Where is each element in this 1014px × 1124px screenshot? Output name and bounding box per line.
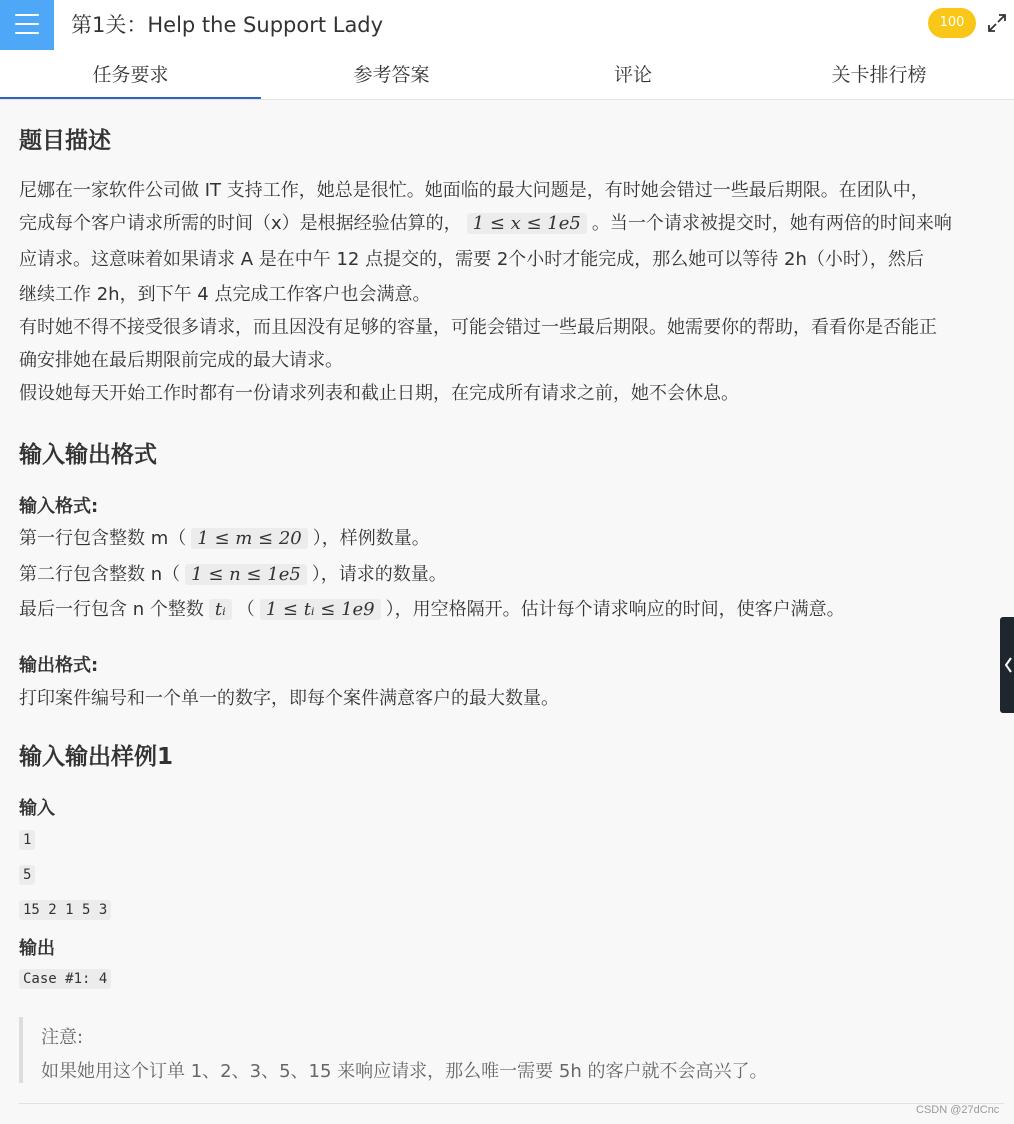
description-line: 有时她不得不接受很多请求，而且因没有足够的容量，可能会错过一些最后期限。她需要你的帮助，看看你是否能正	[19, 317, 937, 338]
math-expression: 1 ≤ tᵢ ≤ 1e9	[260, 599, 381, 620]
note-blockquote	[19, 1017, 1004, 1083]
description-line: 继续工作 2h，到下午 4 点完成工作客户也会满意。	[19, 284, 431, 305]
text: （	[236, 599, 255, 620]
note-title: 注意:	[41, 1027, 84, 1048]
sample-input-line: 5	[19, 865, 35, 885]
text: 第二行包含整数 n（	[19, 564, 181, 585]
output-format-line: 打印案件编号和一个单一的数字，即每个案件满意客户的最大数量。	[19, 688, 559, 709]
description-line	[19, 209, 952, 235]
note-body: 如果她用这个订单 1、2、3、5、15 来响应请求，那么唯一需要 5h 的客户就不会高兴了。	[41, 1061, 768, 1082]
menu-button[interactable]	[0, 0, 54, 50]
tab-reference-answer[interactable]: 参考答案	[353, 64, 430, 86]
side-panel-toggle[interactable]	[1000, 617, 1014, 713]
expand-icon[interactable]	[986, 12, 1008, 34]
text: ），用空格隔开。估计每个请求响应的时间，使客户满意。	[385, 599, 845, 620]
math-expression: 1 ≤ n ≤ 1e5	[185, 564, 307, 585]
description-heading: 题目描述	[19, 128, 111, 154]
math-expression: tᵢ	[209, 599, 232, 620]
math-expression: 1 ≤ m ≤ 20	[191, 528, 307, 549]
description-line: 尼娜在一家软件公司做 IT 支持工作，她总是很忙。她面临的最大问题是，有时她会错过一些最后期限。在团队中，	[19, 180, 929, 201]
input-format-line	[19, 595, 845, 621]
text: ），样例数量。	[312, 528, 430, 549]
text: 第一行包含整数 m（	[19, 528, 187, 549]
sample-input-line: 1	[19, 830, 35, 850]
tab-comments[interactable]: 评论	[613, 64, 652, 86]
math-expression: 1 ≤ x ≤ 1e5	[467, 213, 587, 234]
divider	[19, 1103, 1004, 1104]
sample-heading: 输入输出样例1	[19, 744, 174, 770]
io-format-heading: 输入输出格式	[19, 442, 157, 468]
hamburger-menu-icon	[15, 14, 39, 16]
input-format-line	[19, 560, 447, 586]
hamburger-line	[15, 23, 39, 25]
chevron-left-icon	[1004, 655, 1012, 675]
output-format-label: 输出格式:	[19, 655, 99, 676]
text: 。当一个请求被提交时，她有两倍的时间来响	[591, 213, 952, 234]
score-badge: 100	[928, 8, 976, 38]
input-format-line	[19, 524, 430, 550]
sample-input-label: 输入	[19, 798, 55, 819]
text: ），请求的数量。	[311, 564, 447, 585]
sample-input-line: 15 2 1 5 3	[19, 900, 111, 920]
tab-leaderboard[interactable]: 关卡排行榜	[831, 64, 927, 86]
text: 完成每个客户请求所需的时间（x）是根据经验估算的，	[19, 213, 462, 234]
watermark: CSDN @27dCnc	[916, 1104, 1000, 1116]
input-format-label: 输入格式:	[19, 496, 99, 517]
hamburger-line	[15, 32, 39, 34]
tab-bar	[0, 50, 1014, 100]
page-title: 第1关：Help the Support Lady	[71, 13, 384, 37]
text: 最后一行包含 n 个整数	[19, 599, 204, 620]
description-line: 假设她每天开始工作时都有一份请求列表和截止日期，在完成所有请求之前，她不会休息。	[19, 383, 739, 404]
top-bar	[0, 0, 1014, 50]
sample-output-label: 输出	[19, 938, 55, 959]
description-line: 应请求。这意味着如果请求 A 是在中午 12 点提交的，需要 2个小时才能完成，那么她可以等待 2h（小时），然后	[19, 249, 924, 270]
sample-output-line: Case #1: 4	[19, 969, 111, 989]
tab-task-requirements[interactable]: 任务要求	[0, 50, 261, 99]
description-line: 确安排她在最后期限前完成的最大请求。	[19, 350, 343, 371]
